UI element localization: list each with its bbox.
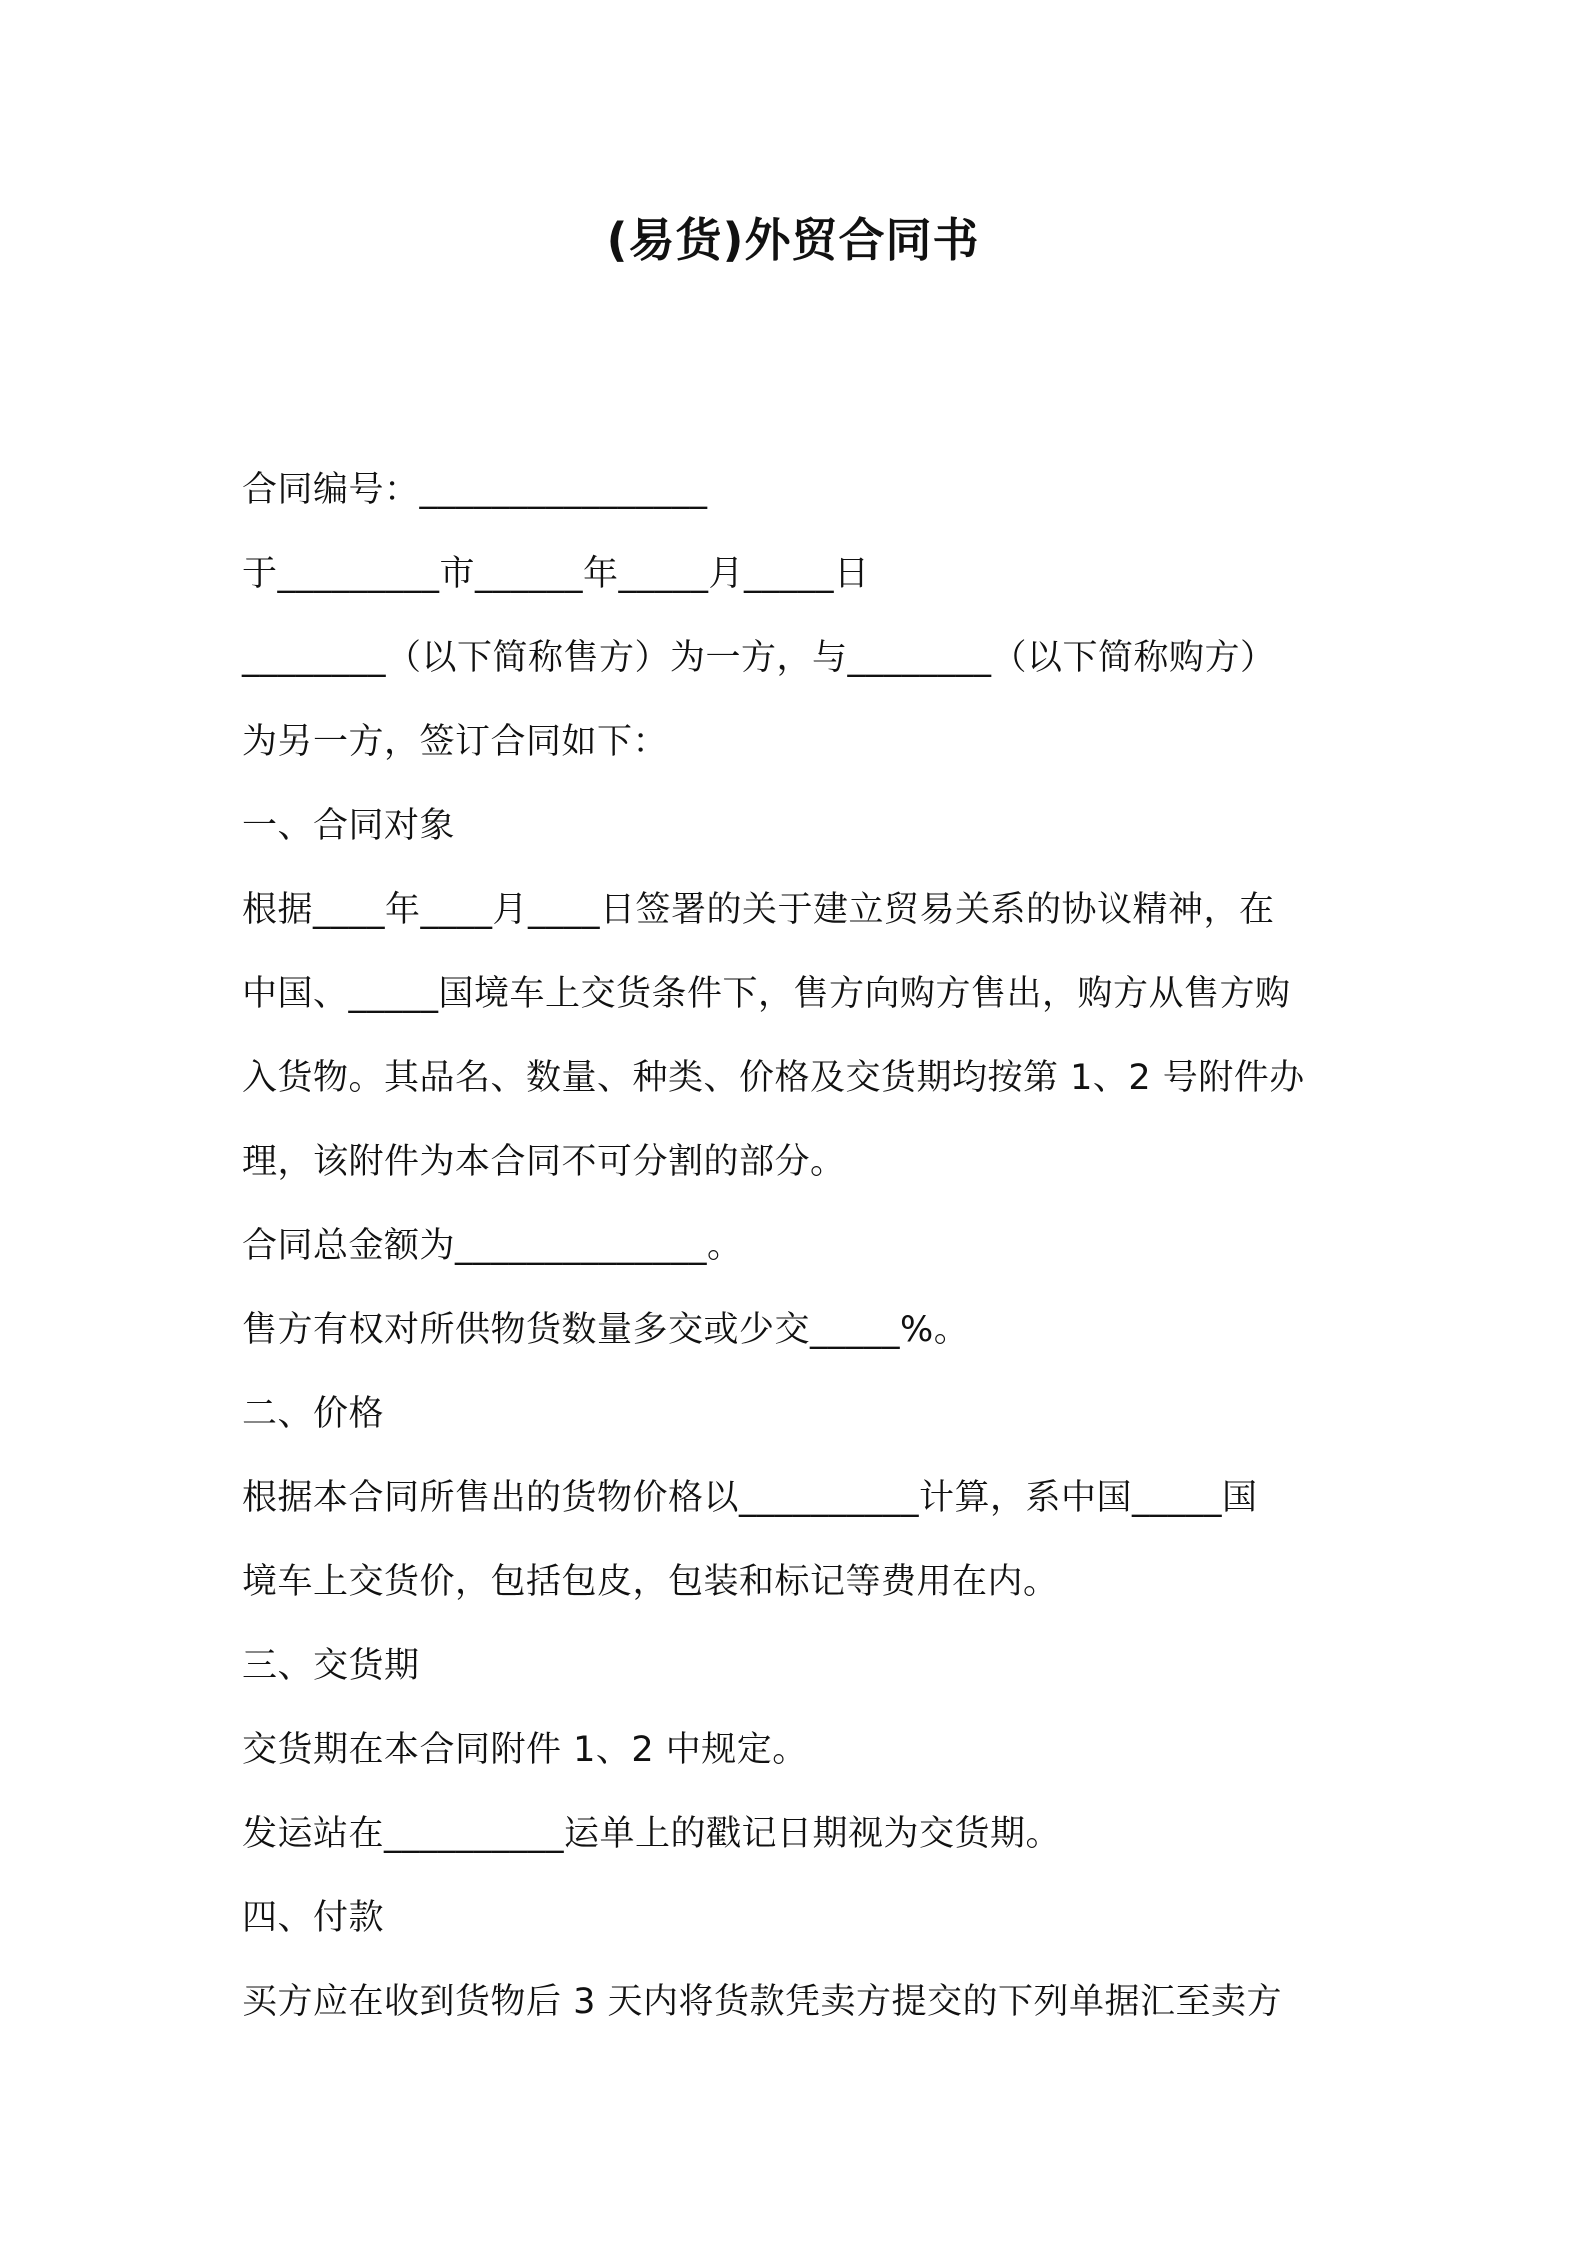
paragraph-line: 根据本合同所售出的货物价格以__________计算，系中国_____国 bbox=[242, 1478, 1258, 1518]
paragraph-line: 入货物。其品名、数量、种类、价格及交货期均按第 1、2 号附件办 bbox=[242, 1058, 1305, 1098]
paragraph-line: 买方应在收到货物后 3 天内将货款凭卖方提交的下列单据汇至卖方 bbox=[242, 1982, 1283, 2022]
quantity-tolerance-line: 售方有权对所供物货数量多交或少交_____%。 bbox=[242, 1310, 970, 1350]
paragraph-line: 理，该附件为本合同不可分割的部分。 bbox=[242, 1142, 846, 1182]
document-title: (易货)外贸合同书 bbox=[606, 213, 980, 267]
section-heading-payment: 四、付款 bbox=[242, 1898, 385, 1938]
document-body bbox=[242, 448, 1362, 2044]
section-heading-price: 二、价格 bbox=[242, 1394, 385, 1434]
contract-number-line: 合同编号：________________ bbox=[242, 470, 708, 510]
section-heading-delivery: 三、交货期 bbox=[242, 1646, 420, 1686]
paragraph-line: 交货期在本合同附件 1、2 中规定。 bbox=[242, 1730, 808, 1770]
paragraph-line: 中国、_____国境车上交货条件下，售方向购方售出，购方从售方购 bbox=[242, 974, 1291, 1014]
section-heading-contract-object: 一、合同对象 bbox=[242, 806, 456, 846]
parties-line: ________（以下简称售方）为一方，与________（以下简称购方） bbox=[242, 638, 1276, 678]
parties-line-continued: 为另一方，签订合同如下： bbox=[242, 722, 669, 762]
paragraph-line: 发运站在__________运单上的戳记日期视为交货期。 bbox=[242, 1814, 1062, 1854]
paragraph-line: 境车上交货价，包括包皮，包装和标记等费用在内。 bbox=[242, 1562, 1059, 1602]
paragraph-line: 根据____年____月____日签署的关于建立贸易关系的协议精神，在 bbox=[242, 890, 1275, 930]
signing-place-date-line: 于_________市______年_____月_____日 bbox=[242, 554, 870, 594]
total-amount-line: 合同总金额为______________。 bbox=[242, 1226, 743, 1266]
